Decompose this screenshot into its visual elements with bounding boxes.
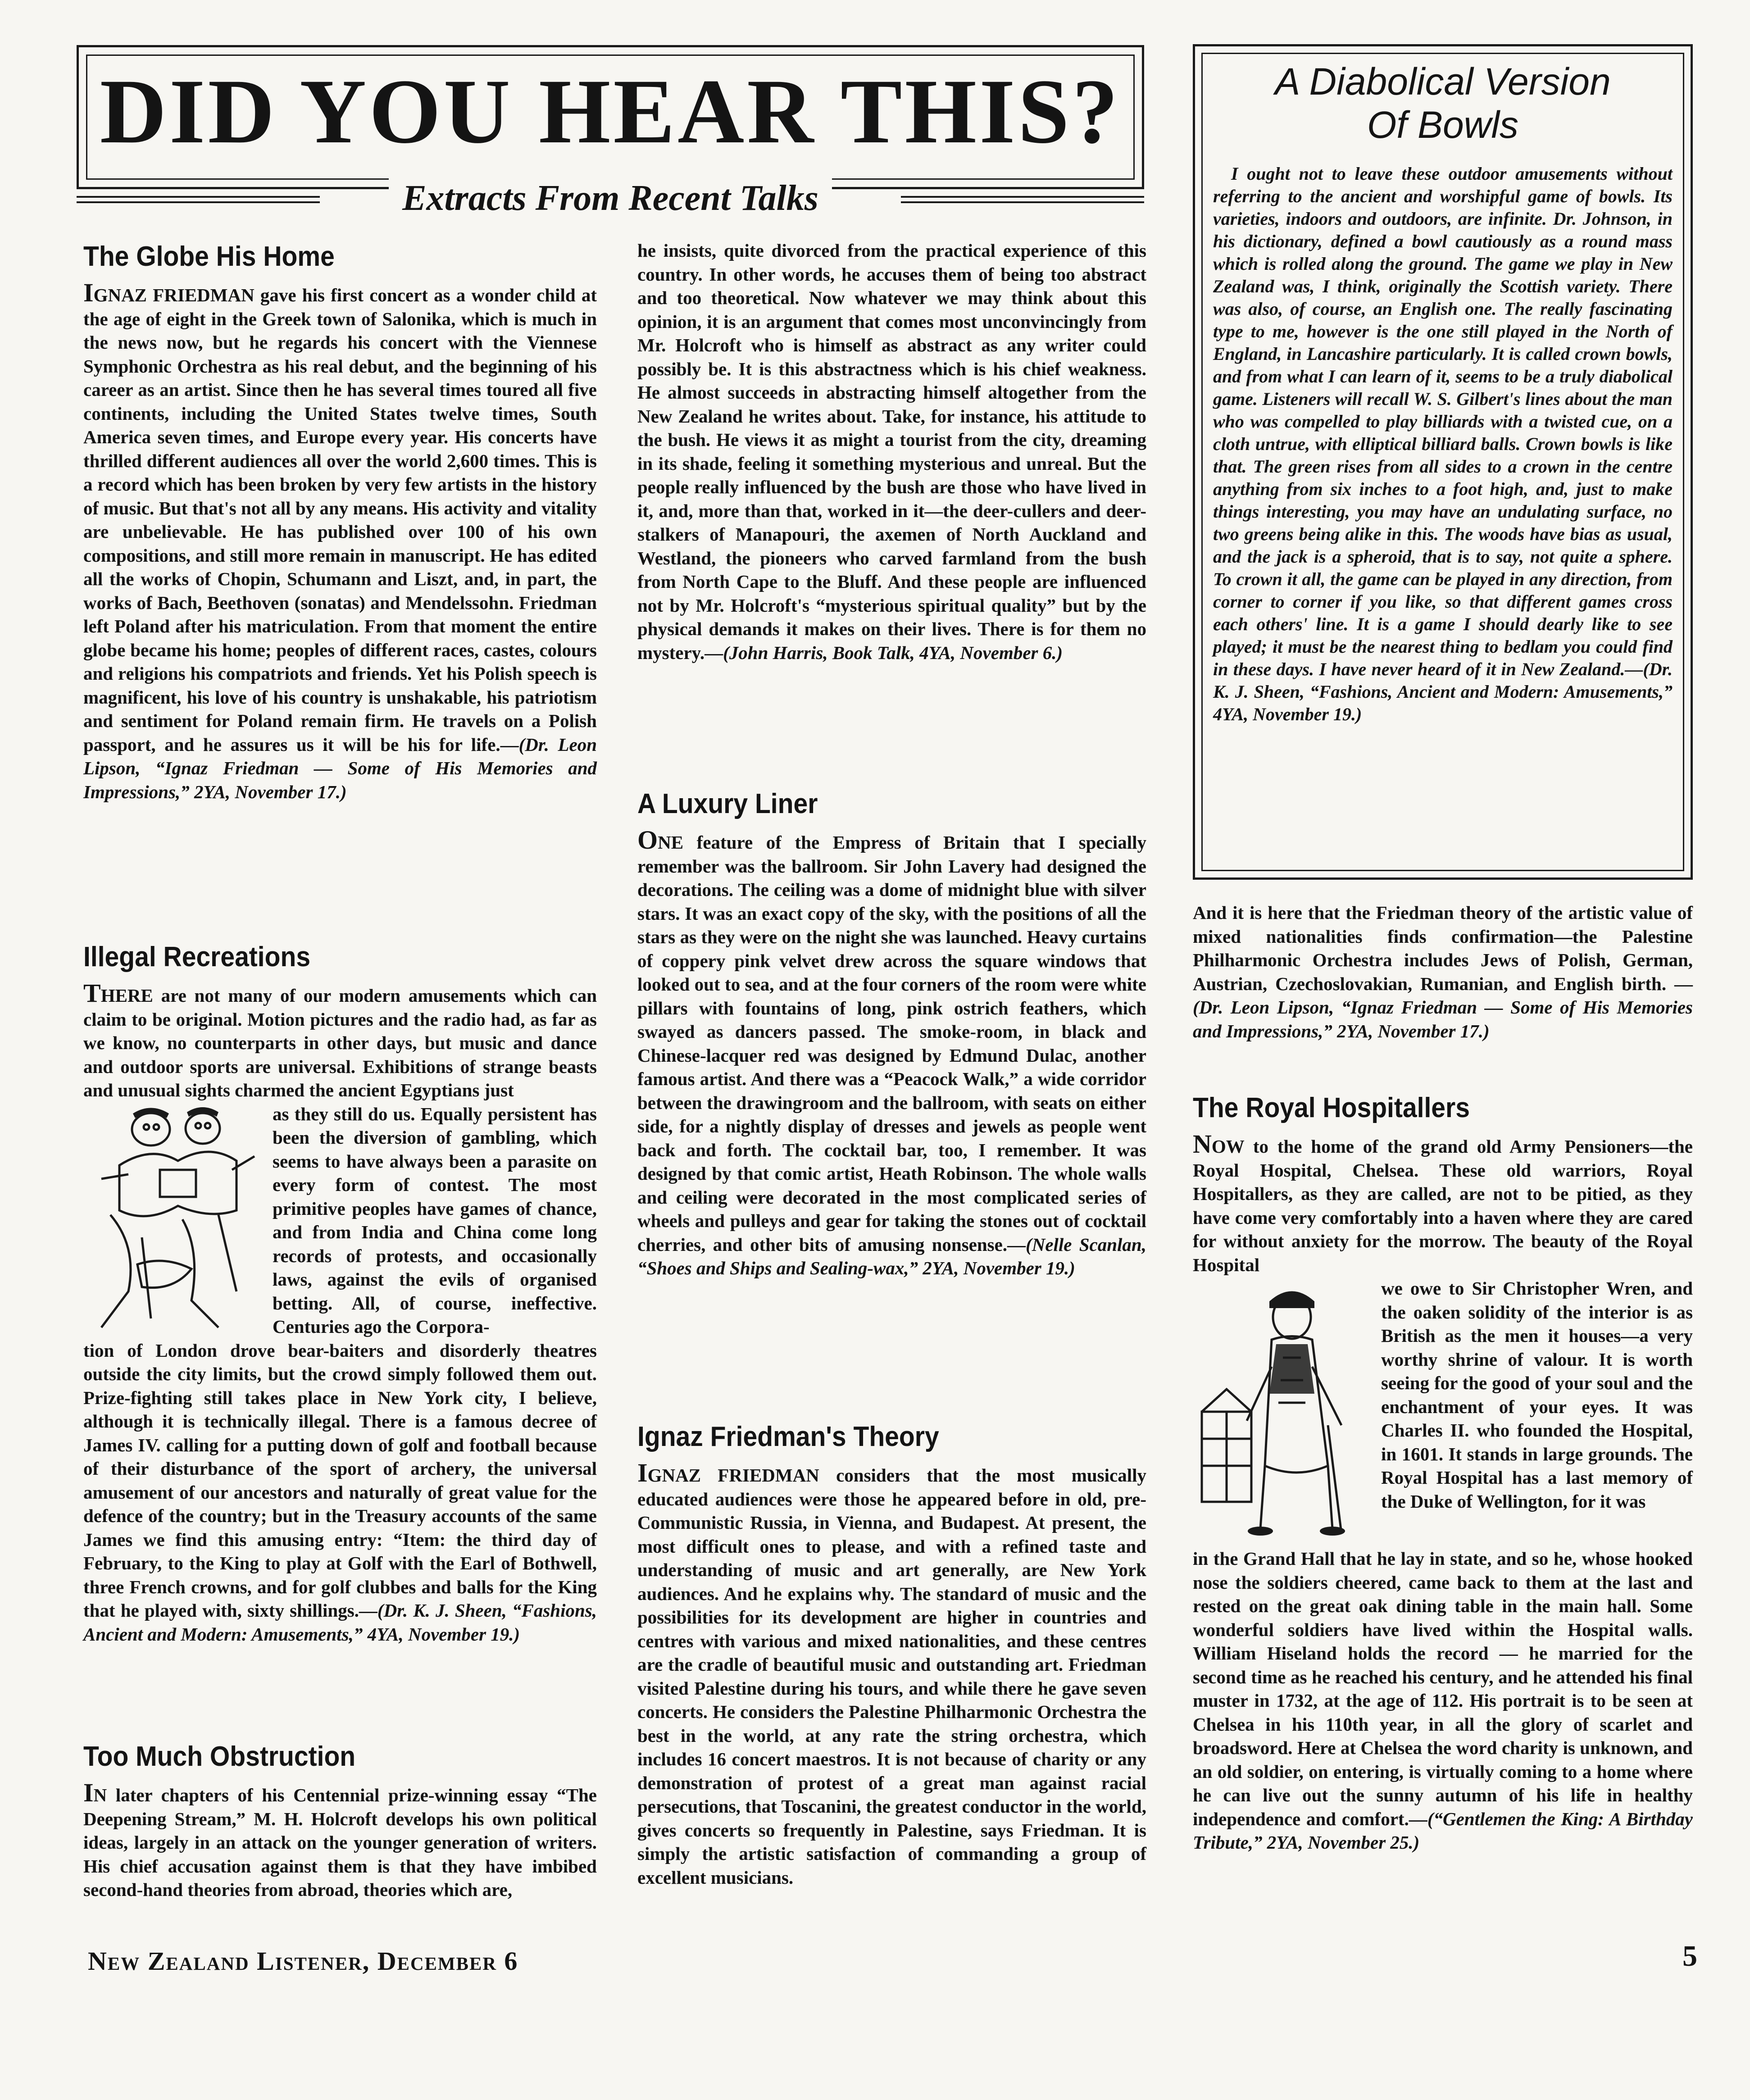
masthead-box [77,45,1144,189]
article-body: GNAZ FRIEDMAN considers that the most musically educated audiences were those he appeared before in old, pre-Communistic Russia, in Vienna, and Budapest. At present, the most difficult ones to please, and with a refined taste and understanding of music and art generally, are New York audiences. And he explains why. The standard of music and the possibilities for its development are higher in countries and centres with various and mixed nationalities, and these centres are the cradle of beautiful music and outstanding art. Friedman visited Palestine during his tours, and while there he gave seven concerts. He considers the Palestine Philharmonic Orchestra the best in the world, at any rate the string orchestra, which includes 16 concert maestros. It is not because of charity or any demonstration of protest of a great man against racial persecutions, that Toscanini, the greatest conductor in the world, gives concerts so frequently in Palestine, says Friedman. It is simply the artistic satisfaction of commanding a group of excellent musicians. [637,1465,1146,1888]
article-theory-continued [1193,901,1693,1043]
article-globe [83,239,597,804]
article-illegal [83,939,597,1646]
article-body: we owe to Sir Christopher Wren, and the oaken solidity of the interior is as British as the men it houses—a very worthy shrine of valour. It is worth seeing for the good of your soul and the enchantment of your eyes. It was Charles II. who founded the Hospital, in 1601. It stands in large grounds. The Royal Hospital has a last memory of the Duke of Wellington, for it was [1381,1278,1693,1512]
article-body: OW to the home of the grand old Army Pensioners—the Royal Hospital, Chelsea. These old warriors, Royal Hospitallers, as they are called, are not to be pitied, as they have come very comfortably into a haven where they are cared for without anxiety for the morrow. The beauty of the Royal Hospital [1193,1136,1693,1275]
page-number: 5 [1682,1940,1697,1973]
article-liner [637,786,1146,1280]
masthead-subtitle: Extracts From Recent Talks [77,173,1144,223]
article-citation: (John Harris, Book Talk, 4YA, November 6.) [723,642,1063,663]
article-heading: A Luxury Liner [637,788,818,819]
article-citation: (“Gentlemen the King: A Birthday Tribute,” 2YA, November 25.) [1193,1808,1693,1853]
wrap-block [1193,1277,1693,1547]
article-body: HERE are not many of our modern amusements which can claim to be original. Motion pictures and the radio had, as far as we know, no counterparts in other days, but music and dance and outdoor sports are universal. Exhibitions of strange beasts and unusual sights charmed the ancient Egyptians just [83,985,597,1100]
article-body: tion of London drove bear-baiters and disorderly theatres outside the city limits, but the crowd simply followed them out. Prize-fighting still takes place in New York city, I believe, although it is technically illegal. There is a famous decree of James IV. calling for a putting down of golf and football because of their disturbance of the sport of archery, the universal amusement of our ancestors and naturally of great value for the defence of the country; but in the Treasury accounts of the same James we find this amusing entry: “Item: the third day of February, to the King to play at Golf with the Earl of Bothwell, three French crowns, and for golf clubbes and balls for the King that he played with, sixty shillings.— [83,1340,597,1621]
article-citation: (Dr. K. J. Sheen, “Fashions, Ancient and Modern: Amusements,” 4YA, November 19.) [83,1600,597,1645]
article-heading: The Royal Hospitallers [1193,1092,1470,1123]
article-citation: (Dr. K. J. Sheen, “Fashions, Ancient and Modern: Amusements,” 4YA, November 19.) [1213,659,1673,724]
article-citation: (Nelle Scanlan, “Shoes and Ships and Sealing-wax,” 2YA, November 19.) [637,1234,1146,1278]
drop-cap: I [83,278,94,307]
drop-cap: O [637,825,658,855]
article-body: in the Grand Hall that he lay in state, and so he, whose hooked nose the soldiers cheered, came back to them at the last and rested on the great oak dining table in the main hall. Some wonderful soldiers have lived within the Hospital walls. William Hiseland holds the record — he married for the second time as he reached his century, and he attended his final muster in 1732, at the age of 112. His portrait is to be seen at Chelsea in his 110th year, in all the glory of scarlet and broadsword. Here at Chelsea the word charity is unknown, and an old soldier, on entering, is virtually coming to a home where he can live out the sunny autumn of his life in healthy independence and comfort.— [1193,1548,1693,1829]
chelsea-pensioner-illustration [1193,1277,1373,1547]
drop-cap: T [83,978,101,1008]
masthead-title: DID YOU HEAR THIS? [100,60,1121,163]
sidebar-body: I ought not to leave these outdoor amusements without referring to the ancient and worshipful game of bowls. Its varieties, indoors and outdoors, are infinite. Dr. Johnson, in his dictionary, defined a bowl cautiously as a round mass which is rolled along the ground. The game we play in New Zealand was, I think, originally the Scottish variety. There was also, of course, an English one. The really fascinating type to me, however is the one still played in the North of England, in Lancashire particularly. It is called crown bowls, and from what I can learn of it, seems to be a truly diabolical game. Listeners will recall W. S. Gilbert's lines about the man who was compelled to play billiards with a twisted cue, on a cloth untrue, with elliptical billiard balls. Crown bowls is like that. The green rises from all sides to a crown in the centre anything from six inches to a foot high, and, just to make things interesting, you may have an undulating surface, no two greens being alike in this. The woods have bias as usual, and the jack is a spheroid, that is to say, not quite a sphere. To crown it all, the game can be played in any direction, from corner to corner if you like, so that different games cross each others' line. It is a game I should dearly like to see played; it must be the nearest thing to bedlam you could find in these days. I have never heard of it in New Zealand.—(Dr. K. J. Sheen, “Fashions, Ancient and Modern: Amusements,” 4YA, November 19.) [1213,164,1673,724]
drop-cap: I [637,1458,648,1487]
sidebar-box-bowls [1193,44,1693,880]
drop-cap: N [1193,1129,1212,1159]
article-body: he insists, quite divorced from the practical experience of this country. In other words, he accuses them of being too abstract and too theoretical. Now whatever we may think about this opinion, it is an argument that comes most unconvincingly from Mr. Holcroft who is himself as abstract as any writer could possibly be. It is this abstractness which is his chief weakness. He almost succeeds in abstracting himself altogether from the New Zealand he writes about. Take, for instance, his attitude to the bush. He views it as might a tourist from the city, dreaming in its shade, feeling it something mysterious and unreal. But the people really influenced by the bush are those who have lived in it, and, more than that, worked in it—the deer-cullers and deer-stalkers of Manapouri, the axemen of North Auckland and Westland, the pioneers who carved farmland from the bush from North Cape to the Bluff. And these people are influenced not by Mr. Holcroft's “mysterious spiritual quality” but by the physical demands it makes on their lives. There is for them no mystery.— [637,240,1146,663]
article-heading: Illegal Recreations [83,941,311,973]
article-obstruction [83,1739,597,1902]
article-heading: Ignaz Friedman's Theory [637,1421,939,1452]
article-royal [1193,1090,1693,1855]
article-citation: (Dr. Leon Lipson, “Ignaz Friedman — Some of His Memories and Impressions,” 2YA, November 17.) [1193,997,1693,1041]
sidebar-heading: A Diabolical Version Of Bowls [1275,60,1611,146]
wrap-block [83,1102,597,1339]
article-body: N later chapters of his Centennial prize-winning essay “The Deepening Stream,” M. H. Holcroft develops his own political ideas, largely in an attack on the younger generation of writers. His chief accusation against them is that they have imbibed second-hand theories from abroad, theories which are, [83,1785,597,1900]
article-body: And it is here that the Friedman theory of the artistic value of mixed nationalities finds confirmation—the Palestine Philharmonic Orchestra includes Jews of Polish, German, Austrian, Czechoslovakian, Rumanian, and English birth. — [1193,902,1693,994]
article-obstruction-continued [637,239,1146,664]
article-body: as they still do us. Equally persistent has been the diversion of gambling, which seems to have always been a parasite on every form of contest. The most primitive peoples have games of chance, and from India and China come long records of protests, and occasionally laws, against the evils of organised betting. All, of course, ineffective. Centuries ago the Corpora- [273,1103,597,1337]
article-theory [637,1419,1146,1889]
subtitle-row [77,173,1144,223]
article-heading: The Globe His Home [83,241,335,272]
article-body: GNAZ FRIEDMAN gave his first concert as a wonder child at the age of eight in the Greek town of Salonika, which is much in the news now, but he regards his concert with the Viennese Symphonic Orchestra as his real debut, and the beginning of his career as an artist. Since then he has several times toured all five continents, including the United States twelve times, South America seven times, and Europe every year. His concerts have thrilled different audiences all over the world 2,600 times. This is a record which has been broken by very few artists in the history of music. But that's not all by any means. His activity and vitality are unbelievable. He has published over 100 of his own compositions, and still more remain in manuscript. He has edited all the works of Chopin, Schumann and Liszt, and, in part, the works of Bach, Beethoven (sonatas) and Mendelssohn. Friedman left Poland after his matriculation. From that moment the entire globe became his home; peoples of different races, castes, colours and religions his compatriots and friends. Yet his Polish speech is magnificent, his love of his country is unshakable, his patriotism and sentiment for Poland remain firm. He travels on a Polish passport, and he assures us it will be his for life.— [83,285,597,755]
article-body: NE feature of the Empress of Britain that I specially remember was the ballroom. Sir John Lavery had designed the decorations. The ceiling was a dome of midnight blue with silver stars. It was an exact copy of the sky, with the positions of all the stars as they were on the night she was launched. Heavy curtains of coppery pink velvet drew across the square windows that looked out to sea, and at the four corners of the room were white pillars with fountains of long, pink ostrich feathers, which swayed as dancers passed. The smoke-room, in black and Chinese-lacquer red was designed by Edmund Dulac, another famous artist. And there was a “Peacock Walk,” a wide corridor between the drawingroom and the ballroom, with seats on either side, for a nightly display of dresses and jewels as people went back and forth. The cocktail bar, too, I remember. It was designed by that comic artist, Heath Robinson. The whole walls and ceiling were decorated in the most complicated series of wheels and pulleys and gear for taking the stones out of cocktail cherries, and other bits of amusing nonsense.— [637,832,1146,1255]
article-heading: Too Much Obstruction [83,1741,356,1772]
drop-cap: I [83,1778,94,1807]
publication-footer: New Zealand Listener, December 6 [88,1946,518,1976]
gamblers-illustration [83,1102,264,1336]
article-citation: (Dr. Leon Lipson, “Ignaz Friedman — Some of His Memories and Impressions,” 2YA, November 17.) [83,734,597,802]
